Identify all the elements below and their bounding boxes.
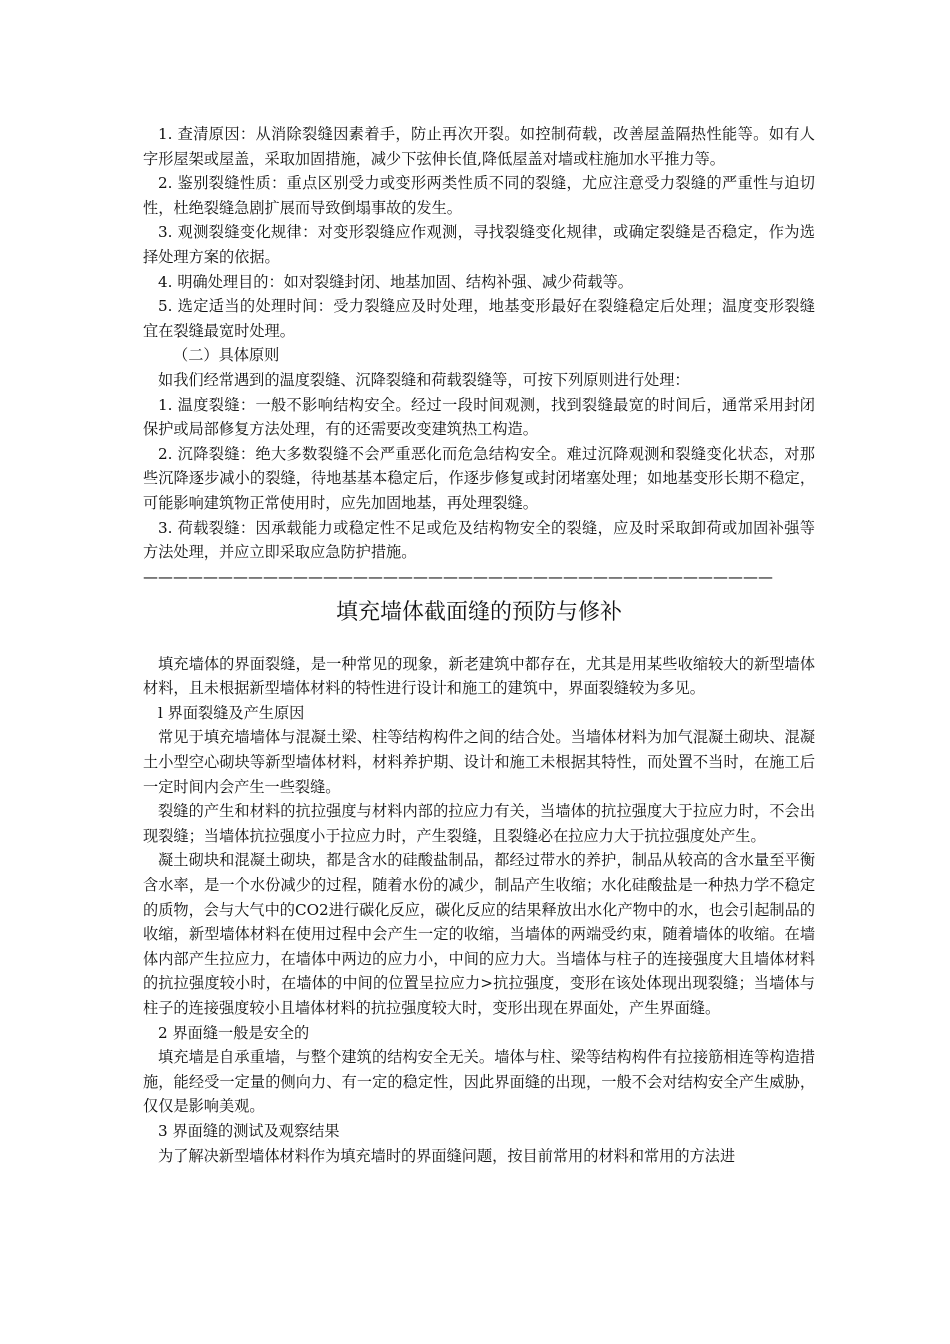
step-item-5: 5. 选定适当的处理时间：受力裂缝应及时处理，地基变形最好在裂缝稳定后处理；温度变形裂缝宜在裂缝最宽时处理。 [143,297,815,340]
section-1-paragraph-1: 常见于填充墙墙体与混凝土梁、柱等结构构件之间的结合处。当墙体材料为加气混凝土砌块、混凝土小型空心砌块等新型墙体材料，材料养护期、设计和施工未根据其特性，而处置不当时，在施工后一定时间内会产生一些裂缝。 [143,728,815,796]
step-item-3: 3. 观测裂缝变化规律：对变形裂缝应作观测，寻找裂缝变化规律，或确定裂缝是否稳定，作为选择处理方案的依据。 [143,223,815,266]
section-1-paragraph-3: 凝土砌块和混凝土砌块，都是含水的硅酸盐制品，都经过带水的养护，制品从较高的含水量至平衡含水率，是一个水份减少的过程，随着水份的减少，制品产生收缩；水化硅酸盐是一种热力学不稳定的质物，会与大气中的CO2进行碳化反应，碳化反应的结果释放出水化产物中的水，也会引起制品的收缩，新型墙体材料在使用过程中会产生一定的收缩，当墙体的两端受约束，随着墙体的收缩。在墙体内部产生拉应力，在墙体中两边的应力小，中间的应力大。当墙体与柱子的连接强度大且墙体材料的抗拉强度较小时，在墙体的中间的位置呈拉应力>抗拉强度，变形在该处体现出现裂缝；当墙体与柱子的连接强度较小且墙体材料的抗拉强度较大时，变形出现在界面处，产生界面缝。 [143,851,815,1017]
article-intro: 填充墙体的界面裂缝，是一种常见的现象，新老建筑中都存在，尤其是用某些收缩较大的新型墙体材料，且未根据新型墙体材料的特性进行设计和施工的建筑中，界面裂缝较为多见。 [143,654,815,698]
principle-item-2: 2. 沉降裂缝：绝大多数裂缝不会严重恶化而危急结构安全。难过沉降观测和裂缝变化状态，对那些沉降逐步减小的裂缝，待地基基本稳定后，作逐步修复或封闭堵塞处理；如地基变形长期不稳定，可能影响建筑物正常使用时，应先加固地基，再处理裂缝。 [143,444,815,512]
principle-item-3: 3. 荷载裂缝：因承载能力或稳定性不足或危及结构物安全的裂缝，应及时采取卸荷或加固补强等方法处理，并应立即采取应急防护措施。 [143,518,815,562]
step-item-4: 4. 明确处理目的：如对裂缝封闭、地基加固、结构补强、减少荷载等。 [158,272,633,291]
section-heading-1: l 界面裂缝及产生原因 [158,703,305,722]
section-heading-3: 3 界面缝的测试及观察结果 [158,1121,340,1140]
step-item-1: 1. 查清原因：从消除裂缝因素着手，防止再次开裂。如控制荷载，改善屋盖隔热性能等。如有人字形屋架或屋盖，采取加固措施，减少下弦伸长值,降低屋盖对墙或柱施加水平推力等。 [143,125,815,168]
article-title: 填充墙体截面缝的预防与修补 [335,599,622,625]
section-1-paragraph-2: 裂缝的产生和材料的抗拉强度与材料内部的拉应力有关，当墙体的抗拉强度大于拉应力时，不会出现裂缝；当墙体抗拉强度小于拉应力时，产生裂缝，且裂缝必在拉应力大于抗拉强度处产生。 [143,802,815,845]
section-heading-2: 2 界面缝一般是安全的 [158,1023,310,1042]
section-divider: —————————————————————————————————————————— [143,567,773,586]
section-2-paragraph-1: 填充墙是自承重墙，与整个建筑的结构安全无关。墙体与柱、梁等结构构件有拉接筋相连等构造措施，能经受一定量的侧向力、有一定的稳定性，因此界面缝的出现，一般不会对结构安全产生威胁，仅仅是影响美观。 [143,1048,815,1116]
document-page [143,122,815,1168]
principles-intro: 如我们经常遇到的温度裂缝、沉降裂缝和荷载裂缝等，可按下列原则进行处理： [158,370,690,389]
section-3-paragraph-1: 为了解决新型墙体材料作为填充墙时的界面缝问题，按目前常用的材料和常用的方法进 [158,1146,736,1165]
principle-item-1: 1. 温度裂缝：一般不影响结构安全。经过一段时间观测，找到裂缝最宽的时间后，通常采用封闭保护或局部修复方法处理，有的还需要改变建筑热工构造。 [143,395,815,439]
step-item-2: 2. 鉴别裂缝性质：重点区别受力或变形两类性质不同的裂缝，尤应注意受力裂缝的严重性与迫切性，杜绝裂缝急剧扩展而导致倒塌事故的发生。 [143,174,815,217]
subheading-specific-principles: （二）具体原则 [173,346,280,365]
